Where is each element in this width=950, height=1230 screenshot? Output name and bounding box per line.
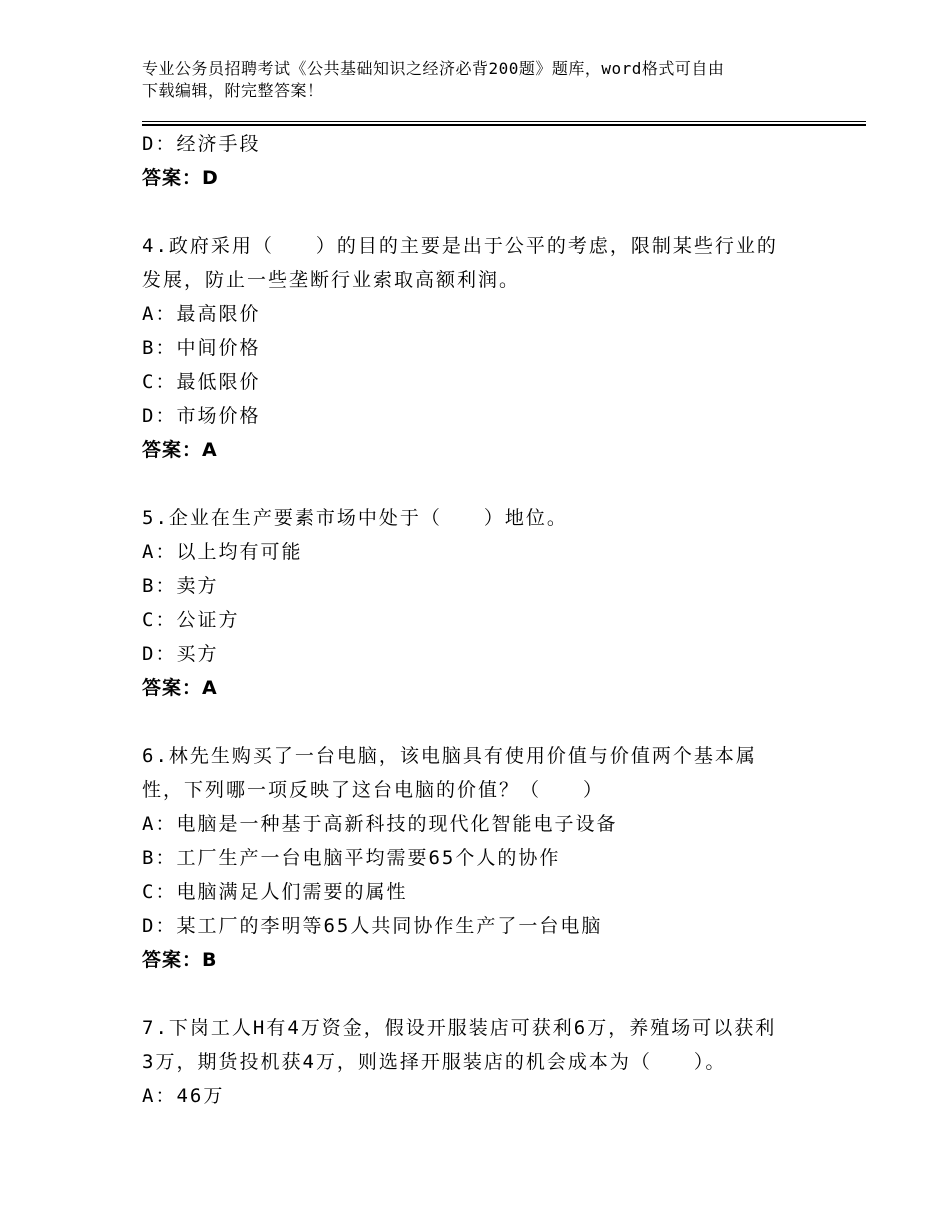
option-b: B：工厂生产一台电脑平均需要65个人的协作 — [142, 847, 561, 869]
option-d: D：经济手段 — [142, 133, 261, 155]
header-line-2: 下载编辑，附完整答案！ — [142, 81, 324, 100]
page-header — [142, 58, 842, 102]
answer-line: 答案：D — [142, 167, 219, 189]
question-3-tail — [142, 127, 842, 195]
answer-line: 答案：B — [142, 949, 218, 971]
question-stem-cont: 3万，期货投机获4万，则选择开服装店的机会成本为（ ）。 — [142, 1051, 727, 1073]
header-divider-thick — [142, 124, 866, 126]
question-stem: 7.下岗工人H有4万资金，假设开服装店可获利6万，养殖场可以获利 — [142, 1017, 777, 1039]
option-a: A：最高限价 — [142, 303, 261, 325]
header-divider-thin — [142, 121, 866, 122]
question-stem-cont: 发展，防止一些垄断行业索取高额利润。 — [142, 269, 521, 291]
option-c: C：最低限价 — [142, 371, 261, 393]
option-a: A：以上均有可能 — [142, 541, 303, 563]
option-c: C：电脑满足人们需要的属性 — [142, 881, 408, 903]
question-4 — [142, 229, 842, 467]
question-6 — [142, 739, 842, 977]
spacer — [142, 705, 842, 739]
option-d: D：某工厂的李明等65人共同协作生产了一台电脑 — [142, 915, 603, 937]
spacer — [142, 467, 842, 501]
option-d: D：买方 — [142, 643, 219, 665]
spacer — [142, 977, 842, 1011]
answer-line: 答案：A — [142, 677, 218, 699]
question-list — [142, 127, 842, 1113]
option-c: C：公证方 — [142, 609, 240, 631]
spacer — [142, 195, 842, 229]
option-a: A：46万 — [142, 1085, 225, 1107]
question-stem: 5.企业在生产要素市场中处于（ ）地位。 — [142, 507, 568, 529]
question-stem: 6.林先生购买了一台电脑，该电脑具有使用价值与价值两个基本属 — [142, 745, 757, 767]
question-stem: 4.政府采用（ ）的目的主要是出于公平的考虑，限制某些行业的 — [142, 235, 778, 257]
option-b: B：中间价格 — [142, 337, 261, 359]
question-5 — [142, 501, 842, 705]
question-stem-cont: 性，下列哪一项反映了这台电脑的价值？（ ） — [142, 779, 605, 801]
answer-line: 答案：A — [142, 439, 218, 461]
question-7 — [142, 1011, 842, 1113]
option-a: A：电脑是一种基于高新科技的现代化智能电子设备 — [142, 813, 618, 835]
header-line-1: 专业公务员招聘考试《公共基础知识之经济必背200题》题库，word格式可自由 — [142, 59, 725, 78]
option-b: B：卖方 — [142, 575, 219, 597]
option-d: D：市场价格 — [142, 405, 261, 427]
